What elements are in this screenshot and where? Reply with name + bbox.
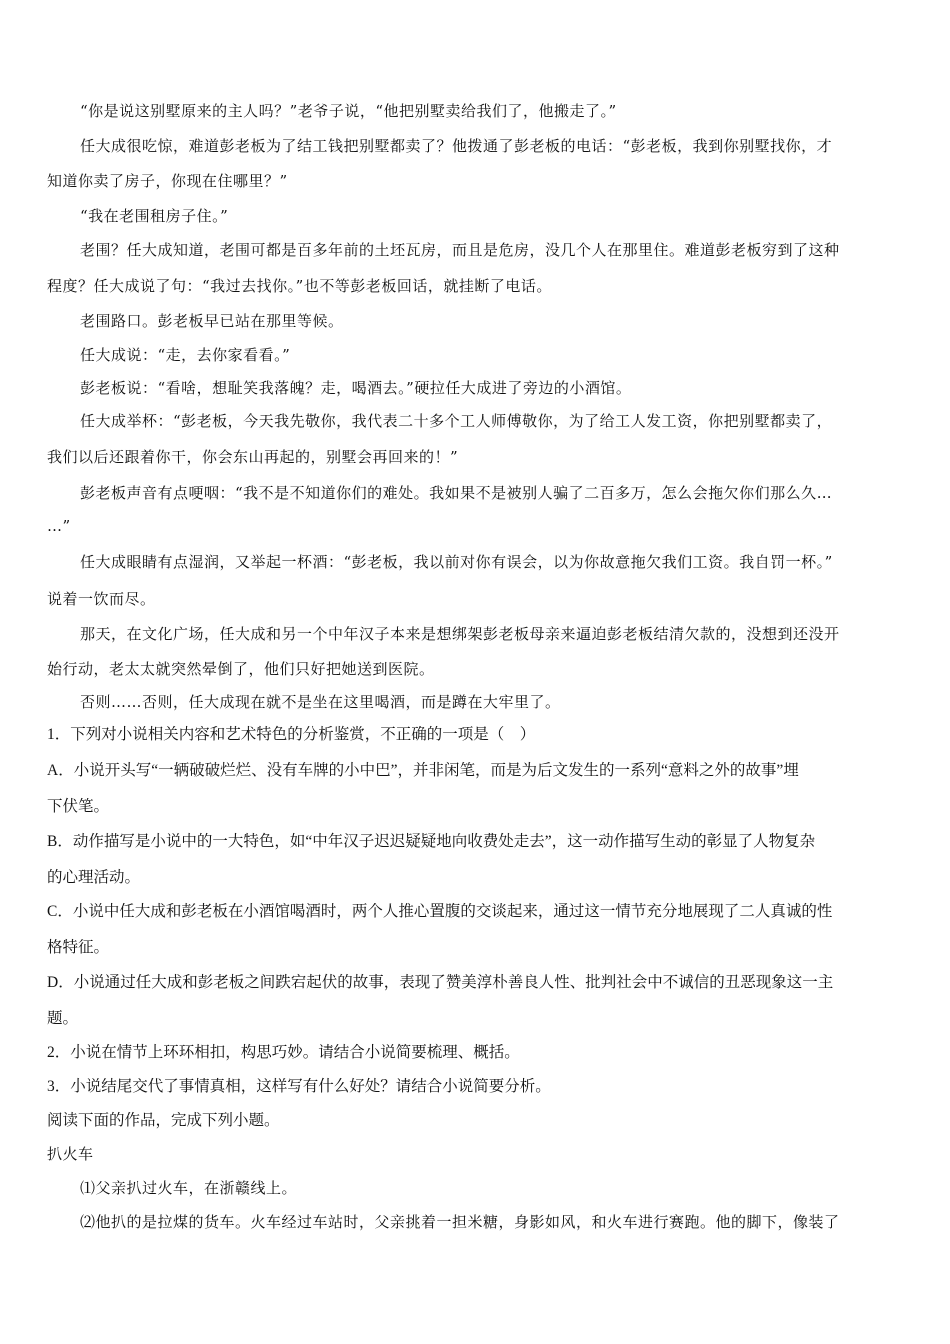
story-line: 老围路口。彭老板早已站在那里等候。 <box>80 312 344 330</box>
question-1-stem: 1．下列对小说相关内容和艺术特色的分析鉴赏，不正确的一项是（ ） <box>47 726 536 743</box>
story-line: …” <box>47 517 71 535</box>
option-c: 格特征。 <box>47 939 110 956</box>
option-d: D．小说通过任大成和彭老板之间跌宕起伏的故事，表现了赞美淳朴善良人性、批判社会中不诚信的丑恶现象这一主 <box>47 974 834 991</box>
reading-intro: 阅读下面的作品，完成下列小题。 <box>47 1112 280 1129</box>
story-line: “我在老围租房子住。” <box>80 207 229 225</box>
story-line: 老围？任大成知道，老围可都是百多年前的土坯瓦房，而且是危房，没几个人在那里住。难道彭老板穷到了这种 <box>80 241 840 259</box>
story-line: 任大成说：“走，去你家看看。” <box>80 346 291 364</box>
option-b: 的心理活动。 <box>47 869 141 886</box>
story-line: 我们以后还跟着你干，你会东山再起的，别墅会再回来的！” <box>47 448 459 466</box>
story-line: 那天，在文化广场，任大成和另一个中年汉子本来是想绑架彭老板母亲来逼迫彭老板结清欠款的，没想到还没开 <box>80 625 840 643</box>
option-a: 下伏笔。 <box>47 798 110 815</box>
article-title: 扒火车 <box>47 1145 94 1163</box>
option-a: A．小说开头写“一辆破破烂烂、没有车牌的小中巴”，并非闲笔，而是为后文发生的一系列“意料之外的故事”埋 <box>47 762 799 779</box>
story-line: 任大成眼睛有点湿润，又举起一杯酒：“彭老板，我以前对你有误会，以为你故意拖欠我们工资。我自罚一杯。” <box>80 553 833 571</box>
story-line: 彭老板声音有点哽咽：“我不是不知道你们的难处。我如果不是被别人骗了二百多万，怎么会拖欠你们那么久… <box>80 484 833 502</box>
story-line: 否则……否则，任大成现在就不是坐在这里喝酒，而是蹲在大牢里了。 <box>80 693 561 711</box>
question-3: 3．小说结尾交代了事情真相，这样写有什么好处？请结合小说简要分析。 <box>47 1078 551 1095</box>
article-paragraph: ⑵他扒的是拉煤的货车。火车经过车站时，父亲挑着一担米糖，身影如风，和火车进行赛跑。他的脚下，像装了 <box>80 1213 840 1231</box>
option-d: 题。 <box>47 1010 79 1027</box>
story-line: 始行动，老太太就突然晕倒了，他们只好把她送到医院。 <box>47 660 435 678</box>
option-b: B．动作描写是小说中的一大特色，如“中年汉子迟迟疑疑地向收费处走去”，这一动作描写生动的彰显了人物复杂 <box>47 833 816 850</box>
story-line: 任大成很吃惊，难道彭老板为了结工钱把别墅都卖了？他拨通了彭老板的电话：“彭老板，我到你别墅找你，才 <box>80 137 833 155</box>
article-paragraph: ⑴父亲扒过火车，在浙赣线上。 <box>80 1179 298 1197</box>
option-c: C．小说中任大成和彭老板在小酒馆喝酒时，两个人推心置腹的交谈起来，通过这一情节充分地展现了二人真诚的性 <box>47 903 833 920</box>
story-line: 任大成举杯：“彭老板，今天我先敬你，我代表二十多个工人师傅敬你，为了给工人发工资，你把别墅都卖了， <box>80 412 833 430</box>
story-line: 知道你卖了房子，你现在住哪里？” <box>47 172 288 190</box>
story-line: “你是说这别墅原来的主人吗？”老爷子说，“他把别墅卖给我们了，他搬走了。” <box>80 102 617 120</box>
story-line: 程度？任大成说了句：“我过去找你。”也不等彭老板回话，就挂断了电话。 <box>47 277 552 295</box>
story-line: 说着一饮而尽。 <box>47 590 156 608</box>
question-2: 2．小说在情节上环环相扣，构思巧妙。请结合小说简要梳理、概括。 <box>47 1044 520 1061</box>
story-line: 彭老板说：“看啥，想耻笑我落魄？走，喝酒去。”硬拉任大成进了旁边的小酒馆。 <box>80 379 632 397</box>
